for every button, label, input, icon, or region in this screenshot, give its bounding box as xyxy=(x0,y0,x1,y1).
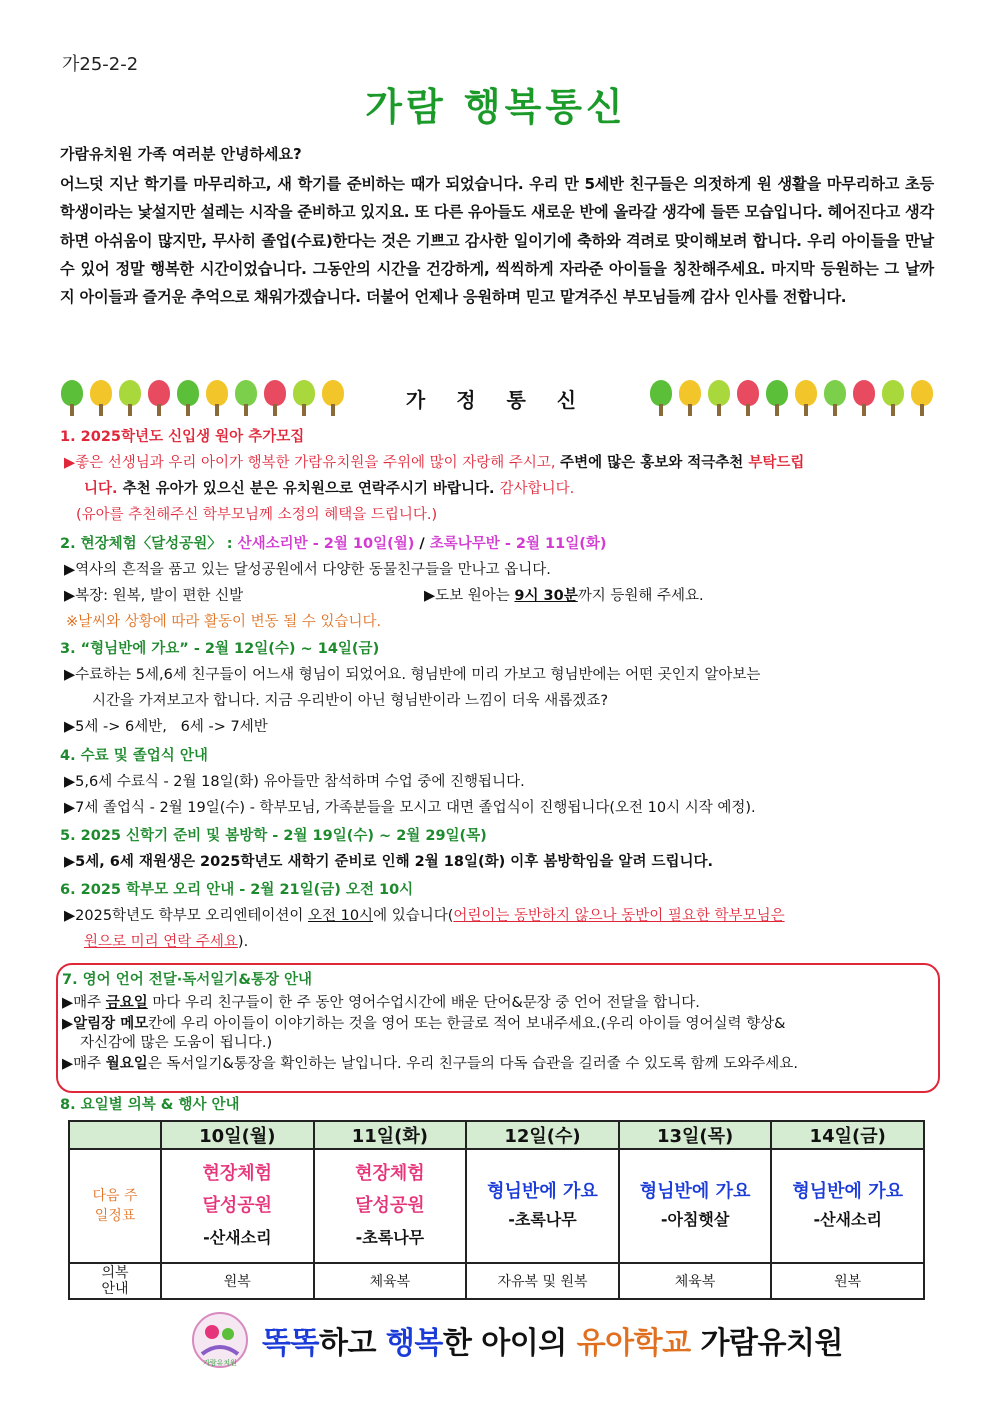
event-row-label-2: 일정표 xyxy=(94,1208,136,1224)
section-8-heading: 8. 요일별 의복 & 행사 안내 xyxy=(60,1097,240,1113)
footer-w5: 유아학교 xyxy=(576,1326,691,1361)
section-6-heading: 6. 2025 학부모 오리 안내 - 2월 21일(금) 오전 10시 xyxy=(60,882,414,898)
section-8 xyxy=(60,1096,940,1114)
tree-icon xyxy=(292,380,316,416)
tree-icon xyxy=(176,380,200,416)
s7-l4b: 월요일 xyxy=(105,1056,148,1072)
event-line-2: 달성공원 xyxy=(355,1195,425,1216)
event-line-3: -산새소리 xyxy=(203,1228,272,1247)
tree-icon xyxy=(205,380,229,416)
section-5 xyxy=(60,827,940,871)
section-7-line-3: 자신감에 많은 도움이 됩니다.) xyxy=(80,1035,273,1051)
tree-icon xyxy=(60,380,84,416)
event-row-label-1: 다음 주 xyxy=(92,1188,138,1204)
s2-l2r-a: ▶도보 원아는 xyxy=(424,588,515,604)
s6-l2a: 원으로 미리 연락 주세요 xyxy=(84,934,238,950)
event-cell xyxy=(314,1149,467,1263)
event-line-1: 형님반에 가요 xyxy=(487,1181,598,1202)
section-4-line-2: ▶7세 졸업식 - 2월 19일(수) - 학부모님, 가족분들을 모시고 대면 졸업식이 진행됩니다(오전 10시 시작 예정). xyxy=(64,800,756,816)
footer-w2: 하고 xyxy=(318,1326,386,1361)
day-header: 11일(화) xyxy=(314,1121,467,1149)
kindergarten-logo xyxy=(190,1310,250,1370)
section-7-line-2 xyxy=(62,1016,932,1033)
tree-icon xyxy=(707,380,731,416)
s7-l2c: 칸에 우리 아이들이 이야기하는 것을 영어 또는 한글로 적어 보내주세요.(우리 아이들 영어실력 향상& xyxy=(148,1016,786,1032)
footer-w3: 행복 xyxy=(385,1326,443,1361)
section-6 xyxy=(60,881,940,951)
event-row-label xyxy=(69,1149,161,1263)
s7-l4a: ▶매주 xyxy=(62,1056,106,1072)
tree-icon xyxy=(910,380,934,416)
section-5-line-1: ▶5세, 6세 재원생은 2025학년도 새학기 준비로 인해 2월 18일(화) 이후 봄방학임을 알려 드립니다. xyxy=(64,854,714,870)
schedule-table xyxy=(68,1120,925,1300)
footer-w4: 한 아이의 xyxy=(442,1326,577,1361)
event-cell xyxy=(771,1149,924,1263)
s7-l2b: 알림장 메모 xyxy=(73,1016,149,1032)
event-cell xyxy=(161,1149,314,1263)
section-7-line-1 xyxy=(62,995,932,1012)
tree-icon xyxy=(263,380,287,416)
event-line-1: 현장체험 xyxy=(355,1163,425,1184)
clothes-cell: 원복 xyxy=(161,1263,314,1299)
event-line-1: 형님반에 가요 xyxy=(792,1181,903,1202)
s2-h-c: / xyxy=(414,536,430,552)
section-3-heading: 3. “형님반에 가요” - 2월 12일(수) ~ 14일(금) xyxy=(60,641,380,657)
clothes-row-label-2: 안내 xyxy=(101,1281,129,1297)
section-2 xyxy=(60,535,940,631)
section-4-line-1: ▶5,6세 수료식 - 2월 18일(화) 유아들만 참석하며 수업 중에 진행됩니다. xyxy=(64,774,525,790)
day-header: 13일(목) xyxy=(619,1121,772,1149)
section-7 xyxy=(62,972,932,1073)
event-line-2: 달성공원 xyxy=(202,1195,273,1216)
event-cell xyxy=(619,1149,772,1263)
document-code: 가25-2-2 xyxy=(62,54,139,75)
tree-icon xyxy=(765,380,789,416)
tree-icon xyxy=(852,380,876,416)
s7-l1a: ▶매주 xyxy=(62,995,106,1011)
clothes-row-label xyxy=(69,1263,161,1299)
event-line-2: -산새소리 xyxy=(813,1210,882,1229)
s1-l1a: ▶좋은 선생님과 우리 아이가 행복한 가람유치원을 주위에 많이 자랑해 주시고, xyxy=(64,455,561,471)
home-letter-label: 가 정 통 신 xyxy=(405,387,589,412)
s7-l2a: ▶ xyxy=(62,1016,74,1032)
section-1-line-1 xyxy=(60,454,940,472)
section-2-line-2 xyxy=(60,587,940,605)
tree-icon xyxy=(321,380,345,416)
footer-text xyxy=(262,1318,843,1362)
s1-l2c: 감사합니다. xyxy=(499,481,575,497)
s6-l2b: ). xyxy=(237,934,249,950)
event-line-1: 형님반에 가요 xyxy=(639,1181,751,1202)
greeting: 가람유치원 가족 여러분 안녕하세요? xyxy=(60,145,302,163)
page-title: 가람 행복통신 xyxy=(365,85,627,129)
s1-l1b: 주변에 많은 홍보와 적극추천 xyxy=(560,455,749,471)
s7-l1b: 금요일 xyxy=(105,995,148,1011)
s1-l1c: 부탁드립 xyxy=(748,455,805,471)
section-2-line-3: ※날씨와 상황에 따라 활동이 변동 될 수 있습니다. xyxy=(66,614,382,630)
clothes-cell: 자유복 및 원복 xyxy=(466,1263,619,1299)
day-header: 10일(월) xyxy=(161,1121,314,1149)
section-3-line-2: 시간을 가져보고자 합니다. 지금 우리반이 아닌 형님반이라 느낌이 더욱 새롭겠죠? xyxy=(92,693,609,709)
clothes-row-label-1: 의복 xyxy=(101,1265,129,1281)
intro-paragraph: 어느덧 지난 학기를 마무리하고, 새 학기를 준비하는 때가 되었습니다. 우리 만 5세반 친구들은 의젓하게 원 생활을 마무리하고 초등학생이라는 낯설지만 설레는 시작을 준비하고 있지요. 또 다른 유아들도 새로운 반에 올라갈 생각에 들뜬 모습입니다. 헤어진다고 생각하면 아쉬움이 많지만, 무사히 졸업(수료)한다는 것은 기쁘고 감사한 일이기에 축하와 격려로 맞이해보려 합니다. 우리 아이들을 만날 수 있어 정말 행복한 시간이었습니다. 그동안의 시간을 건강하게, 씩씩하게 자라준 아이들을 칭찬해주세요. 마지막 등원하는 그 날까지 아이들과 즐거운 추억으로 채워가겠습니다. 더불어 언제나 응원하며 믿고 맡겨주신 부모님들께 감사 인사를 전합니다. xyxy=(60,175,934,307)
clothes-cell: 원복 xyxy=(771,1263,924,1299)
s2-h-b: 산새소리반 - 2월 10일(월) xyxy=(237,536,415,552)
section-5-heading: 5. 2025 신학기 준비 및 봄방학 - 2월 19일(수) ~ 2월 29일(목) xyxy=(60,828,487,844)
section-6-line-2 xyxy=(60,933,940,951)
footer-w6: 가람유치원 xyxy=(690,1326,843,1361)
section-6-line-1 xyxy=(60,907,940,925)
section-7-line-4 xyxy=(62,1056,932,1073)
section-3-line-1: ▶수료하는 5세,6세 친구들이 어느새 형님이 되었어요. 형님반에 미리 가보고 형님반에는 어떤 곳인지 알아보는 xyxy=(64,667,761,683)
tree-icon xyxy=(823,380,847,416)
s2-l2r-b: 9시 30분 xyxy=(514,588,578,604)
day-header: 12일(수) xyxy=(466,1121,619,1149)
section-1-line-2 xyxy=(60,480,940,498)
section-4-heading: 4. 수료 및 졸업식 안내 xyxy=(60,748,208,764)
home-letter-divider xyxy=(60,378,934,418)
s2-l2r-c: 까지 등원해 주세요. xyxy=(577,588,704,604)
section-7-heading: 7. 영어 언어 전달·독서일기&통장 안내 xyxy=(62,972,313,988)
tree-icon xyxy=(881,380,905,416)
tree-icon xyxy=(147,380,171,416)
s2-l2: ▶복장: 원복, 발이 편한 신발 xyxy=(64,588,244,604)
schedule-clothes-row xyxy=(69,1263,924,1299)
s2-h-d: 초록나무반 - 2월 11일(화) xyxy=(429,536,607,552)
event-line-2: -초록나무 xyxy=(508,1210,577,1229)
tree-icon xyxy=(736,380,760,416)
clothes-cell: 체육복 xyxy=(619,1263,772,1299)
s6-l1d: 어린이는 동반하지 않으나 동반이 필요한 학부모님은 xyxy=(453,908,785,924)
section-1 xyxy=(60,428,940,524)
s2-h-a: 2. 현장체험〈달성공원〉 : xyxy=(60,536,238,552)
event-line-2: -아침햇살 xyxy=(660,1210,730,1229)
section-1-heading: 1. 2025학년도 신입생 원아 추가모집 xyxy=(60,429,305,445)
section-2-line-1: ▶역사의 흔적을 품고 있는 달성공원에서 다양한 동물친구들을 만나고 옵니다. xyxy=(64,562,551,578)
section-1-line-3: (유아를 추천해주신 학부모님께 소정의 혜택을 드립니다.) xyxy=(76,507,438,523)
schedule-header-row xyxy=(69,1121,924,1149)
schedule-corner xyxy=(69,1121,161,1149)
footer-slogan xyxy=(190,1310,890,1370)
event-line-3: -초록나무 xyxy=(355,1228,425,1247)
event-line-1: 현장체험 xyxy=(202,1163,273,1184)
section-3 xyxy=(60,640,940,736)
tree-icon xyxy=(234,380,258,416)
event-cell xyxy=(466,1149,619,1263)
svg-text:가람유치원: 가람유치원 xyxy=(203,1359,237,1367)
schedule-event-row xyxy=(69,1149,924,1263)
clothes-cell: 체육복 xyxy=(314,1263,467,1299)
s6-l1c: 에 있습니다( xyxy=(373,908,454,924)
tree-row-right xyxy=(649,380,934,416)
tree-row-left xyxy=(60,380,345,416)
s7-l4c: 은 독서일기&통장을 확인하는 날입니다. 우리 친구들의 다독 습관을 길러줄 수 있도록 함께 도와주세요. xyxy=(147,1056,798,1072)
s1-l2b: 추천 유아가 있으신 분은 유치원으로 연락주시기 바랍니다. xyxy=(117,481,500,497)
section-3-line-3: ▶5세 -> 6세반, 6세 -> 7세반 xyxy=(64,719,268,735)
s7-l1c: 마다 우리 친구들이 한 주 동안 영어수업시간에 배운 단어&문장 중 언어 전달을 합니다. xyxy=(147,995,700,1011)
tree-icon xyxy=(678,380,702,416)
footer-w1: 똑똑 xyxy=(262,1326,319,1361)
s2-l2-right xyxy=(424,587,704,605)
tree-icon xyxy=(649,380,673,416)
section-2-heading xyxy=(60,535,940,553)
section-4 xyxy=(60,747,940,817)
tree-icon xyxy=(89,380,113,416)
s1-l2a: 니다. xyxy=(84,481,118,497)
tree-icon xyxy=(118,380,142,416)
s6-l1a: ▶2025학년도 학부모 오리엔테이션이 xyxy=(64,908,308,924)
day-header: 14일(금) xyxy=(771,1121,924,1149)
s6-l1b: 오전 10시 xyxy=(307,908,374,924)
tree-icon xyxy=(794,380,818,416)
